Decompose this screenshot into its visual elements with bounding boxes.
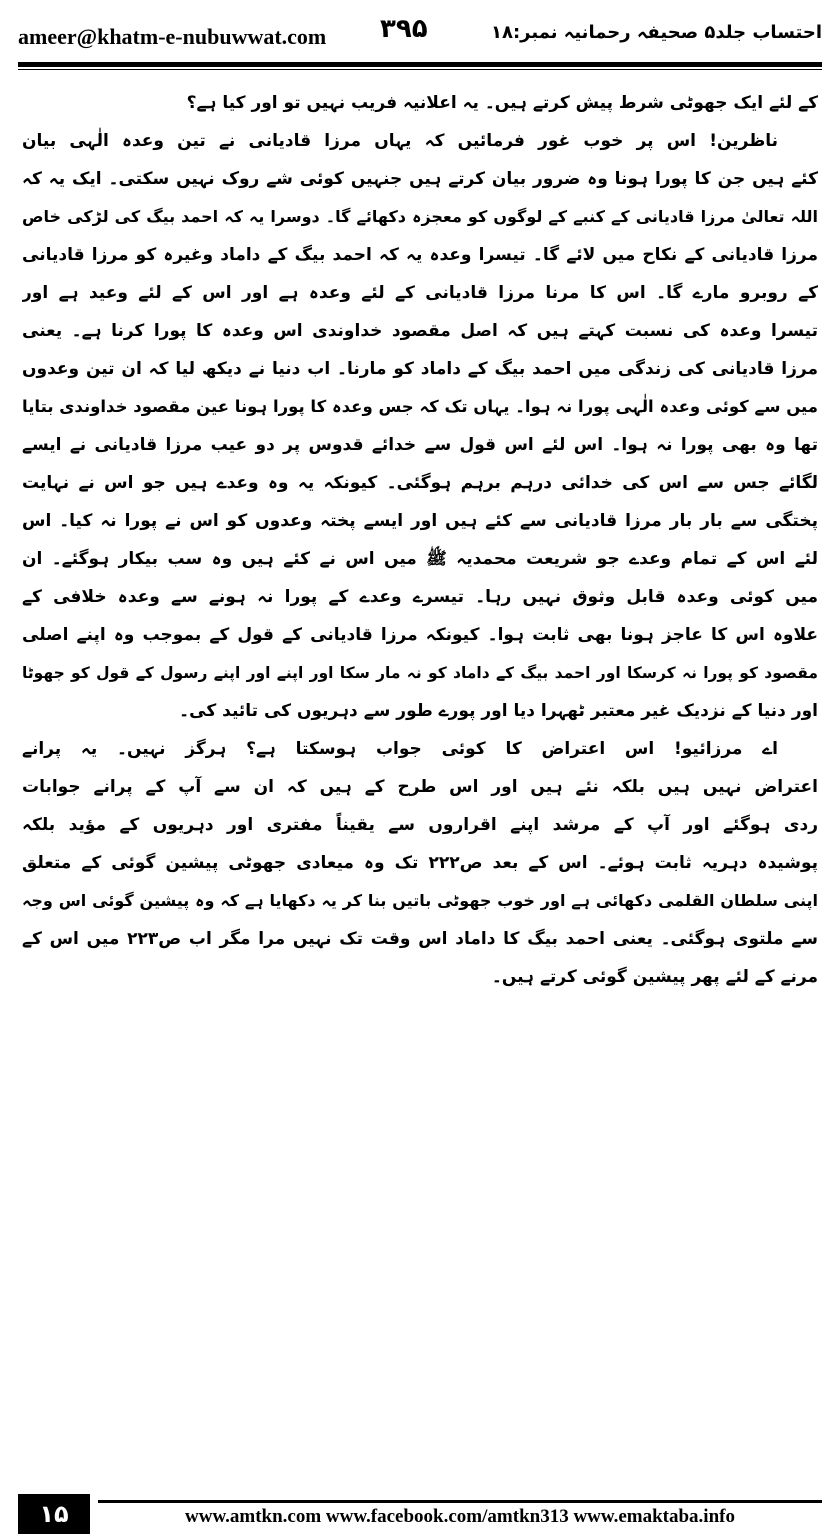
text-line: ردی ہوگئے اور آپ کے مرشد اپنے اقراروں سے یقیناً مفتری اور دہریوں کے مؤید بلکہ <box>22 815 818 835</box>
text-line: مرزا قادیانی کے نکاح میں لائے گا۔ تیسرا وعدہ یہ کہ احمد بیگ کے داماد وغیرہ کو مرزا قادیانی <box>22 245 818 265</box>
text-line: مرنے کے لئے پھر پیشین گوئی کرتے ہیں۔ <box>491 967 818 987</box>
page-footer <box>18 1494 822 1534</box>
page-header <box>18 10 822 60</box>
header-page-number: ۳۹۵ <box>380 14 428 44</box>
text-line: تیسرا وعدہ کی نسبت کہتے ہیں کہ اصل مقصود خداوندی اس وعدہ کا پورا کرنا ہے۔ یعنی <box>22 321 818 341</box>
text-line: پوشیدہ دہریہ ثابت ہوئے۔ اس کے بعد ص۲۲۲ تک وہ میعادی جھوٹی پیشین گوئی کے متعلق <box>22 853 818 873</box>
text-line: اپنی سلطان القلمی دکھائی ہے اور خوب جھوٹی باتیں بنا کر یہ دکھایا ہے کہ وہ پیشین گوئی اس وجہ <box>22 891 818 910</box>
footer-rule <box>98 1500 822 1503</box>
text-line: میں سے کوئی وعدہ الٰہی پورا نہ ہوا۔ یہاں تک کہ جس وعدہ کا پورا ہونا عین مقصود خداوندی بتایا <box>22 397 818 416</box>
text-line: پختگی سے بار بار مرزا قادیانی سے کئے ہیں اور ایسے پختہ وعدوں کو اس نے پورا نہ کیا۔ اس <box>22 511 818 531</box>
header-rule-thin <box>18 69 822 70</box>
text-line: کے لئے ایک جھوٹی شرط پیش کرتے ہیں۔ یہ اعلانیہ فریب نہیں تو اور کیا ہے؟ <box>186 93 818 113</box>
text-line: تھا وہ بھی پورا نہ ہوا۔ اس لئے اس قول سے خدائے قدوس پر دو عیب مرزا قادیانی نے ایسے <box>22 435 818 455</box>
text-line: علاوہ اس کا عاجز ہونا بھی ثابت ہوا۔ کیونکہ مرزا قادیانی کے قول کے بموجب وہ اپنے اصلی <box>22 625 818 645</box>
text-line: لگائے جس سے اس کی خدائی درہم برہم ہوگئی۔ کیونکہ یہ وہ وعدے ہیں جو اس نے نہایت <box>22 473 818 493</box>
text-line: ناظرین! اس پر خوب غور فرمائیں کہ یہاں مرزا قادیانی نے تین وعدہ الٰہی بیان <box>22 131 778 151</box>
text-line: اعتراض نہیں ہیں بلکہ نئے ہیں اور اس طرح کے ہیں کہ ان سے آپ کے پرانے جوابات <box>22 777 818 797</box>
text-line: کئے ہیں جن کا پورا ہونا وہ ضرور بیان کرتے ہیں جنہیں کوئی شے روک نہیں سکتی۔ ایک یہ کہ <box>22 169 818 189</box>
text-line: اللہ تعالیٰ مرزا قادیانی کے کنبے کے لوگوں کو معجزہ دکھائے گا۔ دوسرا یہ کہ احمد بیگ کی لڑکی خاص <box>22 207 818 226</box>
text-line: سے ملتوی ہوگئی۔ یعنی احمد بیگ کا داماد اس وقت تک نہیں مرا مگر اب ص۲۲۳ میں اس کے <box>22 929 818 949</box>
footer-page-number: ۱۵ <box>18 1494 90 1534</box>
text-line: مرزا قادیانی کی زندگی میں احمد بیگ کے داماد کو مارنا۔ اب دنیا نے دیکھ لیا کہ ان تین وعدوں <box>22 359 818 379</box>
text-line: لئے اس کے تمام وعدے جو شریعت محمدیہ ﷺ میں اس نے کئے ہیں وہ سب بیکار ہوگئے۔ ان <box>22 549 818 569</box>
text-line: کے روبرو مارے گا۔ اس کا مرنا مرزا قادیانی کے لئے وعدہ ہے اور اس کے لئے وعید ہے اور <box>22 283 818 303</box>
header-rule-thick <box>18 62 822 67</box>
header-email: ameer@khatm-e-nubuwwat.com <box>18 24 327 49</box>
body-text <box>22 84 818 996</box>
header-title: احتساب جلد۵ صحیفہ رحمانیہ نمبر:۱۸ <box>490 22 822 43</box>
text-line: مقصود کو پورا نہ کرسکا اور احمد بیگ کے داماد کو نہ مار سکا اور اپنے اور اپنے رسول کے قول کو جھوٹا <box>22 664 818 682</box>
text-line: اے مرزائیو! اس اعتراض کا کوئی جواب ہوسکتا ہے؟ ہرگز نہیں۔ یہ پرانے <box>22 739 778 759</box>
footer-links: www.amtkn.com www.facebook.com/amtkn313 www.emaktaba.info <box>185 1506 735 1527</box>
text-line: اور دنیا کے نزدیک غیر معتبر ٹھہرا دیا اور پورے طور سے دہریوں کی تائید کی۔ <box>179 701 818 721</box>
text-line: میں کوئی وعدہ قابل وثوق نہیں رہا۔ تیسرے وعدے کے پورا نہ ہونے سے وعدہ خلافی کے <box>22 587 818 607</box>
